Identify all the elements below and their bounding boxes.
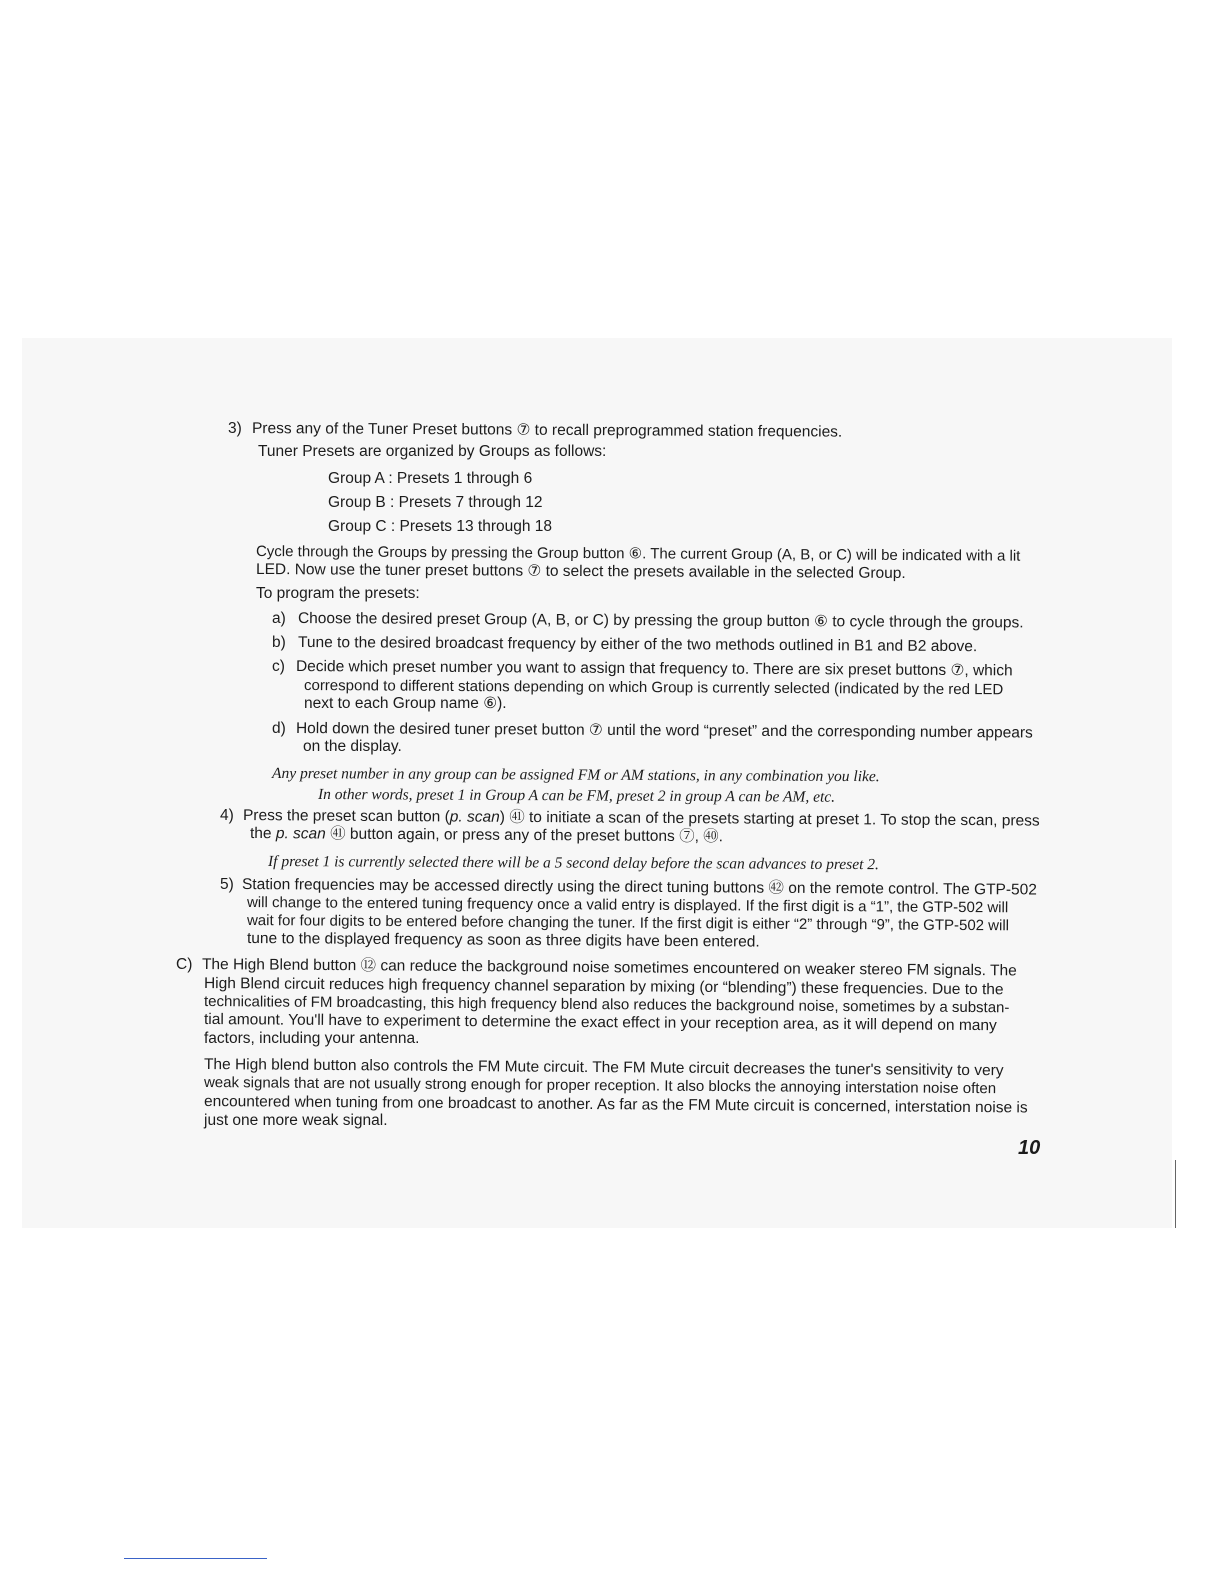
section-c-p1-line-1: The High Blend button ⑫ can reduce the background noise sometimes encountered on weaker stereo FM signals. The <box>201 956 1017 980</box>
item-3-line-1: Press any of the Tuner Preset buttons ⑦ to recall preprogrammed station frequencies. <box>251 420 843 441</box>
item-5-line-3: wait for four digits to be entered before changing the tuner. If the first digit is either “2” through “9”, the GTP-502 will <box>246 912 1010 935</box>
cycle-line-1: Cycle through the Groups by pressing the Group button ⑥. The current Group (A, B, or C) will be indicated with a lit <box>255 543 1021 565</box>
step-a-marker: a) <box>272 610 286 627</box>
section-c-p2-line-4: just one more weak signal. <box>204 1112 388 1129</box>
step-c-line-3: next to each Group name ⑥). <box>304 695 507 712</box>
page-number: 10 <box>1018 1137 1041 1159</box>
step-b-text: Tune to the desired broadcast frequency by either of the two methods outlined in B1 and B2 above. <box>297 634 978 656</box>
item-4-line-1: Press the preset scan button (p. scan) ㊶ to initiate a scan of the presets starting at preset 1. To stop the scan, press <box>242 807 1040 830</box>
group-a-line: Group A : Presets 1 through 6 <box>328 470 533 487</box>
step-c-marker: c) <box>272 658 285 675</box>
step-d-line-1: Hold down the desired tuner preset button ⑦ until the word “preset” and the corresponding number appears <box>295 720 1033 742</box>
group-b-line: Group B : Presets 7 through 12 <box>328 494 543 511</box>
section-c-p1-line-4: tial amount. You'll have to experiment to determine the exact effect in your reception area, as it will depend on many <box>203 1011 997 1035</box>
step-c-line-2: correspond to different stations depending on which Group is currently selected (indicated by the red LED <box>303 677 1004 699</box>
item-4-marker: 4) <box>220 807 234 824</box>
cycle-line-2: LED. Now use the tuner preset buttons ⑦ to select the presets available in the selected Group. <box>255 561 906 582</box>
footnote-rule <box>124 1558 267 1559</box>
section-c-p1-line-3: technicalities of FM broadcasting, this high frequency blend also reduces the background noise, sometimes by a substan- <box>203 993 1010 1017</box>
item-3-marker: 3) <box>228 420 242 437</box>
step-a-text: Choose the desired preset Group (A, B, or C) by pressing the group button ⑥ to cycle through the groups. <box>297 610 1024 632</box>
item-5-marker: 5) <box>220 876 234 893</box>
step-d-marker: d) <box>272 720 286 737</box>
section-c-p2-line-3: encountered when tuning from one broadcast to another. As far as the FM Mute circuit is concerned, interstation noise is <box>203 1093 1028 1117</box>
program-heading: To program the presets: <box>256 585 420 602</box>
item-5-line-2: will change to the entered tuning frequency once a valid entry is displayed. If the first digit is a “1”, the GTP-502 will <box>246 894 1009 917</box>
scan-delay-note: If preset 1 is currently selected there will be a 5 second delay before the scan advances to preset 2. <box>267 853 879 874</box>
step-b-marker: b) <box>272 634 286 651</box>
item-3-line-2: Tuner Presets are organized by Groups as follows: <box>258 443 607 460</box>
section-c-p2-line-1: The High blend button also controls the FM Mute circuit. The FM Mute circuit decreases the tuner's sensitivity to very <box>203 1056 1004 1080</box>
section-c-p1-line-2: High Blend circuit reduces high frequency channel separation by mixing (or “blending”) these frequencies. Due to the <box>203 975 1004 999</box>
group-c-line: Group C : Presets 13 through 18 <box>328 518 553 535</box>
section-c-p1-line-5: factors, including your antenna. <box>204 1030 420 1047</box>
section-c-marker: C) <box>176 956 193 973</box>
item-5-line-4: tune to the displayed frequency as soon as three digits have been entered. <box>246 930 760 951</box>
item-5-line-1: Station frequencies may be accessed directly using the direct tuning buttons ㊷ on the remote control. The GTP-502 <box>241 876 1037 899</box>
step-c-line-1: Decide which preset number you want to assign that frequency to. There are six preset buttons ⑦, which <box>295 658 1013 680</box>
scan-edge-mark <box>1175 1160 1176 1228</box>
section-c-p2-line-2: weak signals that are not usually strong enough for proper reception. It also blocks the annoying interstation noise often <box>203 1074 997 1098</box>
preset-note-line-1: Any preset number in any group can be assigned FM or AM stations, in any combination you like. <box>271 765 880 786</box>
preset-note-line-2: In other words, preset 1 in Group A can be FM, preset 2 in group A can be AM, etc. <box>317 786 836 806</box>
step-d-line-2: on the display. <box>303 738 402 755</box>
item-4-line-2: the p. scan ㊶ button again, or press any of the preset buttons ⑦, ㊵. <box>249 825 724 846</box>
